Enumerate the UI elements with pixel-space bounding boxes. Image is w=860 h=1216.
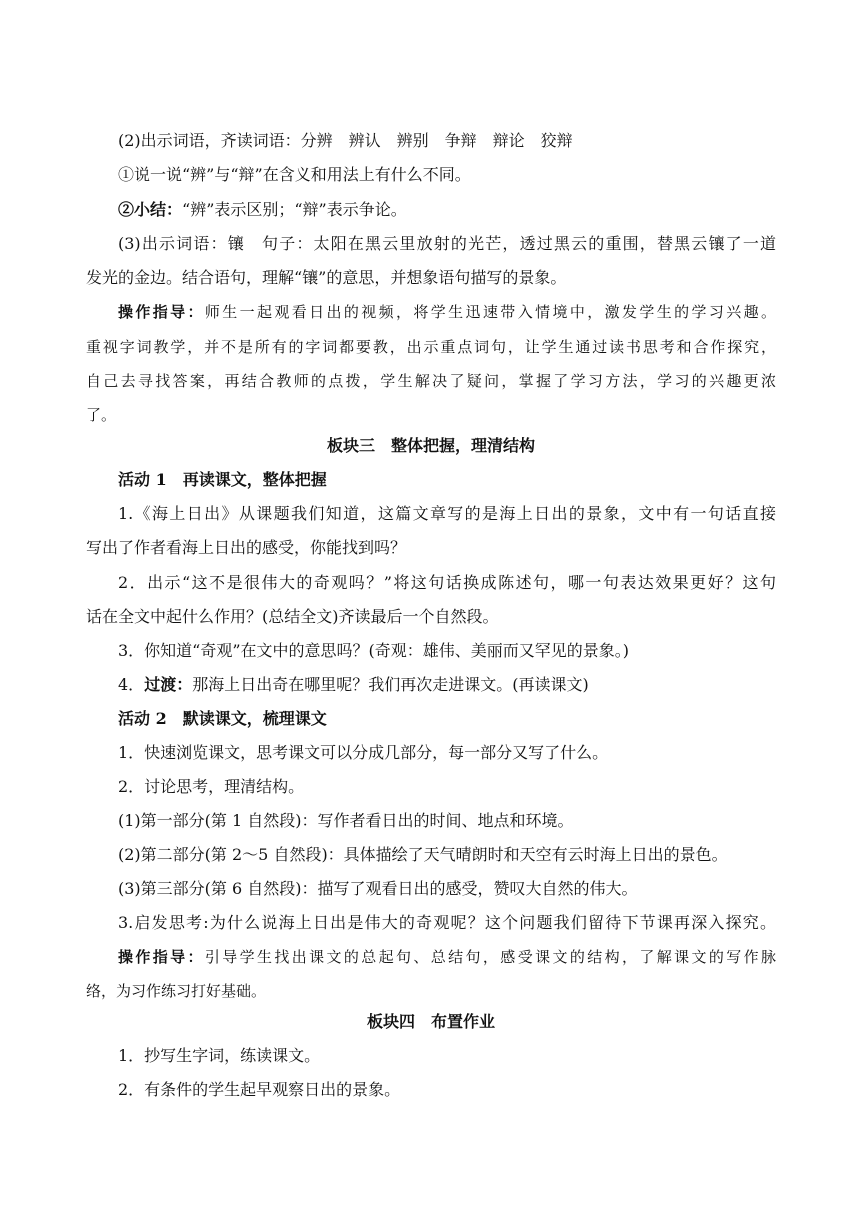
guide-label: 操作指导： bbox=[118, 948, 205, 966]
paragraph-text: 3.启发思考:为什么说海上日出是伟大的奇观呢？这个问题我们留待下节课再深入探究。 bbox=[118, 913, 776, 932]
question-item-line1 bbox=[118, 573, 776, 593]
guide-paragraph-line2 bbox=[86, 981, 776, 1001]
activity-heading bbox=[118, 470, 776, 490]
transition-label: 过渡： bbox=[144, 675, 193, 694]
task-item bbox=[118, 777, 776, 797]
section-heading bbox=[86, 436, 776, 456]
paragraph-text: 发光的金边。结合语句，理解“镶”的意思，并想象语句描写的景象。 bbox=[86, 268, 567, 287]
paragraph-text: 络，为习作练习打好基础。 bbox=[86, 982, 267, 1000]
question-item bbox=[118, 165, 776, 185]
structure-item bbox=[118, 845, 776, 865]
guide-paragraph-line1 bbox=[118, 947, 776, 967]
homework-item bbox=[118, 1080, 776, 1100]
paragraph-text: (2)第二部分(第 2～5 自然段)：具体描绘了天气晴朗时和天空有云时海上日出的景色。 bbox=[118, 845, 728, 864]
item-number: 4． bbox=[118, 675, 145, 694]
paragraph-text: (1)第一部分(第 1 自然段)：写作者看日出的时间、地点和环境。 bbox=[118, 811, 574, 830]
sentence-item-line1 bbox=[118, 234, 776, 254]
guide-label: 操作指导： bbox=[118, 303, 205, 321]
question-item bbox=[118, 641, 776, 661]
paragraph-text: 1．快速浏览课文，思考课文可以分成几部分，每一部分又写了什么。 bbox=[118, 743, 609, 762]
task-item bbox=[118, 913, 776, 933]
paragraph-text: (2)出示词语，齐读词语：分辨 辨认 辨别 争辩 辩论 狡辩 bbox=[118, 131, 573, 150]
activity-heading bbox=[118, 709, 776, 729]
guide-paragraph-line4 bbox=[86, 405, 776, 425]
paragraph-text: 引导学生找出课文的总起句、总结句，感受课文的结构，了解课文的写作脉 bbox=[204, 948, 776, 966]
guide-paragraph-line3 bbox=[86, 371, 776, 391]
guide-paragraph-line2 bbox=[86, 337, 776, 357]
paragraph-text: 1．抄写生字词，练读课文。 bbox=[118, 1046, 321, 1065]
word-list-item bbox=[118, 131, 776, 151]
paragraph-text: “辨”表示区别；“辩”表示争论。 bbox=[182, 200, 407, 219]
summary-item bbox=[118, 200, 776, 220]
question-item-line1 bbox=[118, 504, 776, 524]
paragraph-text: 1.《海上日出》从课题我们知道，这篇文章写的是海上日出的景象，文中有一句话直接 bbox=[118, 504, 776, 523]
question-item-line2 bbox=[86, 538, 776, 558]
structure-item bbox=[118, 879, 776, 899]
paragraph-text: 2．讨论思考，理清结构。 bbox=[118, 777, 305, 796]
sentence-item-line2 bbox=[86, 268, 776, 288]
paragraph-text: 2．出示“这不是很伟大的奇观吗？”将这句话换成陈述句，哪一句表达效果更好？这句 bbox=[118, 573, 776, 592]
transition-item bbox=[118, 675, 776, 695]
homework-item bbox=[118, 1046, 776, 1066]
paragraph-text: 话在全文中起什么作用？(总结全文)齐读最后一个自然段。 bbox=[86, 607, 499, 626]
paragraph-text: 师生一起观看日出的视频，将学生迅速带入情境中，激发学生的学习兴趣。 bbox=[204, 303, 776, 321]
heading-text: 板块四 布置作业 bbox=[366, 1012, 495, 1031]
paragraph-text: 重视字词教学，并不是所有的字词都要教，出示重点词句，让学生通过读书思考和合作探究， bbox=[86, 338, 776, 356]
paragraph-text: (3)第三部分(第 6 自然段)：描写了观看日出的感受，赞叹大自然的伟大。 bbox=[118, 879, 638, 898]
heading-text: 板块三 整体把握，理清结构 bbox=[326, 436, 535, 455]
paragraph-text: 了。 bbox=[86, 406, 117, 424]
question-item-line2 bbox=[86, 607, 776, 627]
paragraph-text: 写出了作者看海上日出的感受，你能找到吗？ bbox=[86, 538, 407, 557]
guide-paragraph-line1 bbox=[118, 302, 776, 322]
heading-text: 活动 1 再读课文，整体把握 bbox=[118, 470, 327, 489]
paragraph-text: 那海上日出奇在哪里呢？我们再次走进课文。(再读课文) bbox=[192, 675, 589, 694]
paragraph-text: 3．你知道“奇观”在文中的意思吗？(奇观：雄伟、美丽而又罕见的景象。) bbox=[118, 641, 630, 660]
structure-item bbox=[118, 811, 776, 831]
paragraph-text: ①说一说“辨”与“辩”在含义和用法上有什么不同。 bbox=[118, 165, 471, 184]
task-item bbox=[118, 743, 776, 763]
summary-label: ②小结： bbox=[118, 200, 183, 219]
heading-text: 活动 2 默读课文，梳理课文 bbox=[118, 709, 327, 728]
paragraph-text: 2．有条件的学生起早观察日出的景象。 bbox=[118, 1080, 401, 1099]
paragraph-text: 自己去寻找答案，再结合教师的点拨，学生解决了疑问，掌握了学习方法，学习的兴趣更浓 bbox=[86, 372, 776, 390]
paragraph-text: (3)出示词语：镶 句子：太阳在黑云里放射的光芒，透过黑云的重围，替黑云镶了一道 bbox=[118, 234, 776, 253]
section-heading bbox=[86, 1012, 776, 1032]
